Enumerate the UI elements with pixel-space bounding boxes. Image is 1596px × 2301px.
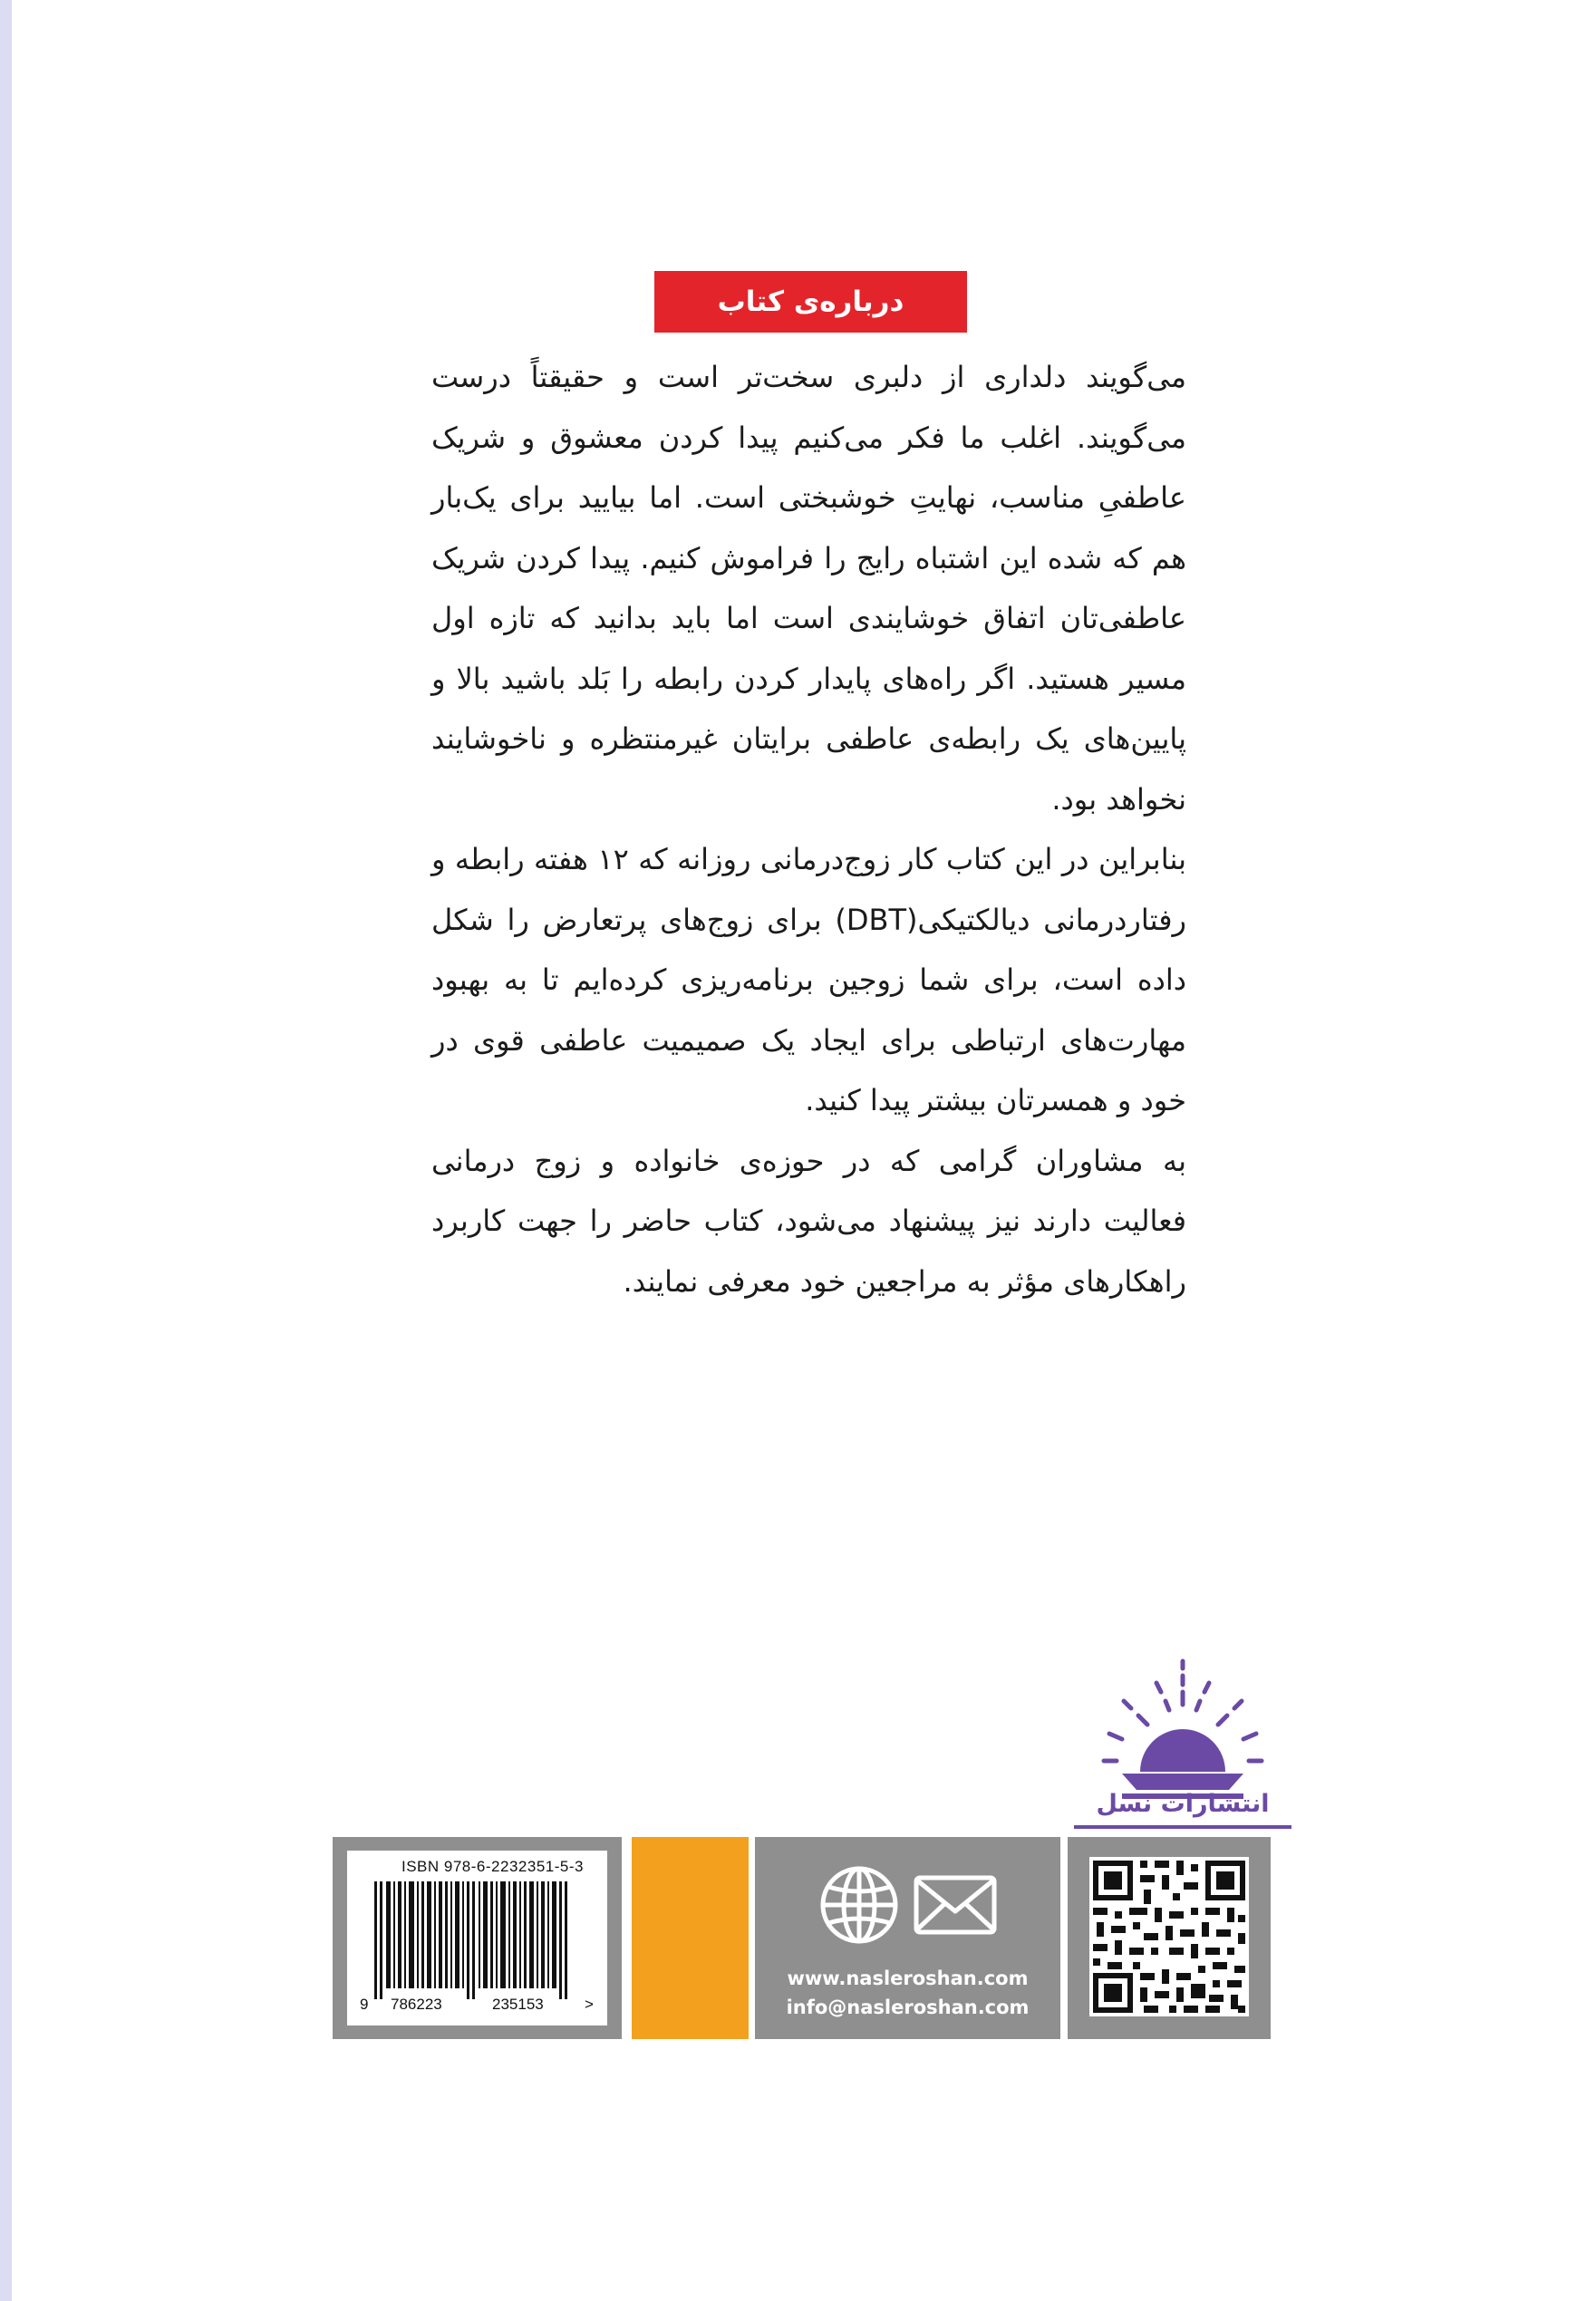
description-paragraph-1: می‌گویند دلداری از دلبری سخت‌تر است و حقیقتاً درست می‌گویند. اغلب ما فکر می‌کنیم پیدا کردن معشوق و شریک عاطفیِ مناسب، نهایتِ خوشبختی است. اما بیایید برای یک‌بار هم که شده این اشتباه رایج را فراموش کنیم. پیدا کردن شریک عاطفی‌تان اتفاق خوشایندی است اما باید بدانید که تازه اول مسیر هستید. اگر راه‌های پایدار کردن رابطه را بَلد باشید بالا و پایین‌های یک رابطه‌ی عاطفی برایتان غیرمنتظره و ناخوشایند نخواهد بود. — [431, 360, 1186, 817]
envelope-icon — [916, 1878, 994, 1932]
barcode-digits-mid: 786223 — [391, 1996, 442, 2013]
book-description — [431, 347, 1186, 1311]
contact-panel — [755, 1837, 1060, 2039]
orange-color-block — [632, 1837, 749, 2039]
barcode-digits-right: 235153 — [492, 1996, 544, 2013]
isbn-label: ISBN 978-6-2232351-5-3 — [401, 1858, 584, 1875]
contact-icons — [818, 1864, 1000, 1955]
description-paragraph-3: به مشاوران گرامی که در حوزه‌ی خانواده و زوج درمانی فعالیت دارند نیز پیشنهاد می‌شود، کتاب حاضر را جهت کاربرد راهکارهای مؤثر به مراجعین خود معرفی نمایند. — [431, 1143, 1186, 1299]
barcode-digit-left: 9 — [360, 1996, 369, 2013]
description-paragraph-2: بنابراین در این کتاب کار زوج‌درمانی روزانه که ۱۲ هفته رابطه و رفتاردرمانی دیالکتیکی(DBT) برای زوج‌های پرتعارض را شکل داده است، برای شما زوجین برنامه‌ریزی کرده‌ایم تا به بهبود مهارت‌های ارتباطی برای ایجاد یک صمیمیت عاطفی قوی در خود و همسرتان بیشتر پیدا کنید. — [431, 842, 1187, 1117]
qr-panel — [1068, 1837, 1271, 2039]
barcode-icon — [362, 1881, 593, 1999]
section-title-badge: درباره‌ی کتاب — [654, 271, 967, 333]
qr-code-icon[interactable] — [1089, 1857, 1249, 2016]
website-link[interactable]: www.nasleroshan.com — [787, 1967, 1029, 1989]
email-link[interactable]: info@nasleroshan.com — [786, 1996, 1030, 2018]
spine-strip — [0, 0, 12, 2301]
globe-icon — [823, 1869, 895, 1941]
publisher-name: انتشارات نسل — [1074, 1784, 1291, 1829]
barcode-panel — [333, 1837, 622, 2039]
barcode-box — [347, 1851, 607, 2025]
barcode-digit-end: > — [585, 1996, 594, 2013]
